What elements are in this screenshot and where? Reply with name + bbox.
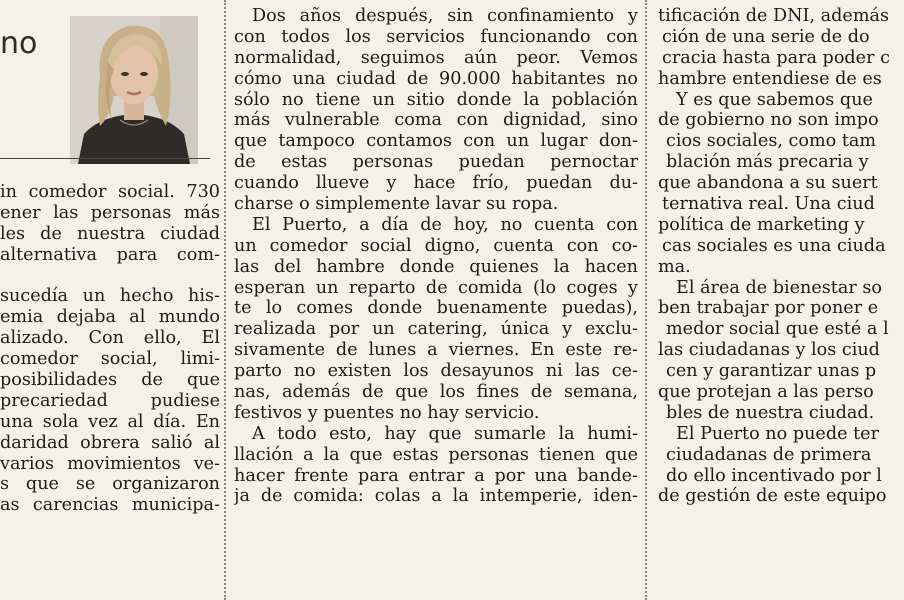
text-line: cómo una ciudad de 90.000 habitantes no [234, 68, 638, 89]
text-line: alternativa para com- [0, 244, 220, 265]
headline-fragment: no [0, 26, 38, 61]
text-line: realizada por un catering, única y exclu- [234, 319, 638, 340]
text-line: más vulnerable coma con dignidad, sino [234, 110, 638, 131]
text-line: cuando llueve y hace frío, puedan du- [234, 173, 638, 194]
text-line: hambre entendiese de es [658, 68, 882, 89]
text-line: tificación de DNI, además [658, 6, 890, 26]
text-line: esperan un reparto de comida (lo coges y [234, 277, 638, 298]
text-line: llación a la que estas personas tienen que [234, 444, 638, 465]
text-line: ciudadanas de primera [666, 444, 872, 465]
text-line: Y es que sabemos que [676, 89, 873, 110]
text-line: comedor social, limi- [0, 349, 220, 370]
text-line: ja de comida: colas a la intemperie, iden- [234, 486, 638, 507]
column-left [0, 182, 220, 516]
text-line: cas sociales es una ciuda [662, 235, 886, 256]
text-line: las ciudadanas y los ciud [658, 340, 880, 361]
text-line: las del hambre donde quienes la hacen [234, 256, 638, 277]
text-line: sivamente de lunes a viernes. En este re- [234, 340, 638, 361]
text-line: blación más precaria y [666, 152, 869, 173]
text-line: un comedor social digno, cuenta con co- [234, 235, 638, 256]
column-right [658, 6, 904, 507]
text-line: con todos los servicios funcionando con [234, 26, 638, 47]
text-line: cios sociales, como tam [666, 131, 877, 152]
text-line: emia dejaba al mundo [0, 307, 220, 328]
text-line: de gobierno no son impo [658, 110, 879, 131]
text-line: ener las personas más [0, 202, 220, 223]
text-line: ben trabajar por poner e [658, 298, 879, 319]
column-middle [234, 6, 638, 507]
text-line: as carencias municipa- [0, 495, 220, 516]
text-line: que abandona a su suert [658, 173, 878, 194]
text-line: de gestión de este equipo [658, 486, 887, 507]
text-line: les de nuestra ciudad [0, 223, 220, 244]
author-portrait [70, 16, 198, 164]
text-line: política de marketing y [658, 214, 865, 235]
text-line: varios movimientos ve- [0, 453, 220, 474]
text-line: El Puerto, a día de hoy, no cuenta con [252, 214, 638, 235]
text-line: ternativa real. Una ciud [662, 194, 875, 215]
text-line: parto no existen los desayunos ni las ce- [234, 361, 638, 382]
text-line: A todo esto, hay que sumarle la humi- [252, 423, 638, 444]
text-line: El Puerto no puede ter [676, 423, 879, 444]
text-line: in comedor social. 730 [0, 182, 220, 202]
text-line: que protejan a las perso [658, 382, 874, 403]
text-line: de estas personas puedan pernoctar [234, 152, 638, 173]
text-line: nas, además de que los fines de semana, [234, 382, 638, 403]
text-line: charse o simplemente lavar su ropa. [234, 194, 559, 215]
text-line: Dos años después, sin confinamiento y [252, 6, 638, 26]
text-line: alizado. Con ello, El [0, 328, 220, 349]
text-line: sólo no tiene un sitio donde la población [234, 89, 638, 110]
text-line: hacer frente para entrar a por una bande- [234, 465, 638, 486]
text-line: do ello incentivado por l [666, 465, 882, 486]
column-divider-right [645, 0, 647, 600]
text-line: festivos y puentes no hay servicio. [234, 402, 540, 423]
text-line: te lo comes donde buenamente puedas), [234, 298, 638, 319]
text-line: precariedad pudiese [0, 390, 220, 411]
text-line: bles de nuestra ciudad. [666, 402, 875, 423]
text-line: ma. [658, 256, 691, 277]
text-line: medor social que esté a l [666, 319, 889, 340]
text-line: normalidad, seguimos aún peor. Vemos [234, 47, 638, 68]
text-line: una sola vez al día. En [0, 411, 220, 432]
header-rule [0, 158, 210, 159]
column-divider-left [224, 0, 226, 600]
text-line: ción de una serie de do [662, 26, 870, 47]
text-line: El área de bienestar so [676, 277, 882, 298]
text-line: cracia hasta para poder c [662, 47, 890, 68]
text-line: daridad obrera salió al [0, 432, 220, 453]
text-line: s que se organizaron [0, 474, 220, 495]
text-line: que tampoco contamos con un lugar don- [234, 131, 638, 152]
text-line: sucedía un hecho his- [0, 286, 220, 307]
text-line: posibilidades de que [0, 370, 220, 391]
text-line [0, 266, 220, 287]
text-line: cen y garantizar unas p [666, 361, 877, 382]
